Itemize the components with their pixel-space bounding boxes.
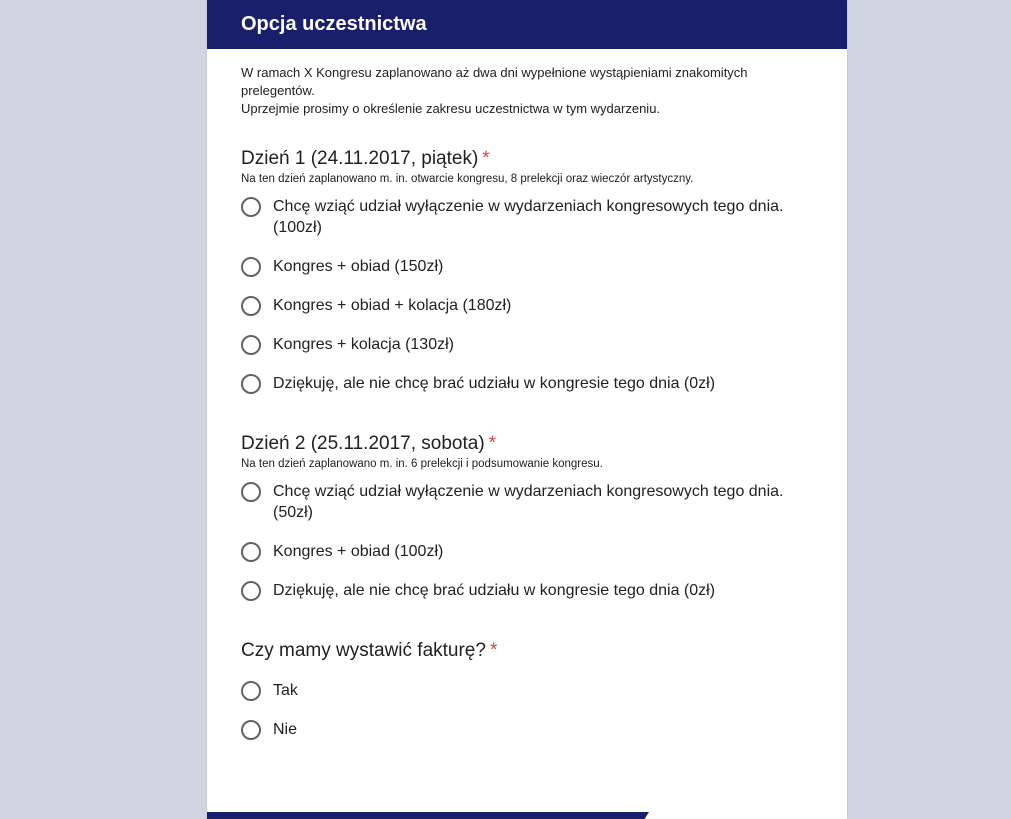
section-description	[241, 64, 813, 118]
radio-group	[241, 680, 813, 740]
radio-option-label: Chcę wziąć udział wyłączenie w wydarzeniach kongresowych tego dnia. (100zł)	[273, 198, 784, 236]
required-asterisk: *	[482, 148, 490, 169]
radio-option-label: Dziękuję, ale nie chcę brać udziału w kongresie tego dnia (0zł)	[273, 375, 716, 392]
radio-option-label: Dziękuję, ale nie chcę brać udziału w kongresie tego dnia (0zł)	[273, 582, 716, 599]
question-title	[241, 432, 813, 456]
question-description: Na ten dzień zaplanowano m. in. otwarcie kongresu, 8 prelekcji oraz wieczór artystyczny.	[241, 173, 694, 185]
radio-option[interactable]	[241, 295, 813, 316]
required-asterisk: *	[488, 433, 497, 454]
question-title	[241, 639, 813, 663]
radio-button[interactable]	[241, 581, 261, 601]
radio-option-label: Kongres + obiad (100zł)	[273, 543, 444, 560]
question-title	[241, 147, 813, 171]
form-card	[207, 0, 847, 819]
radio-option-label: Chcę wziąć udział wyłączenie w wydarzeniach kongresowych tego dnia. (50zł)	[273, 483, 784, 521]
radio-option-label: Kongres + kolacja (130zł)	[273, 336, 454, 353]
radio-option[interactable]	[241, 481, 813, 523]
radio-button[interactable]	[241, 482, 261, 502]
question-description: Na ten dzień zaplanowano m. in. 6 prelekcji i podsumowanie kongresu.	[241, 458, 603, 470]
radio-option-label: Kongres + obiad + kolacja (180zł)	[273, 297, 512, 314]
radio-button[interactable]	[241, 542, 261, 562]
radio-option[interactable]	[241, 256, 813, 277]
radio-option[interactable]	[241, 541, 813, 562]
required-asterisk: *	[489, 640, 498, 661]
radio-button[interactable]	[241, 335, 261, 355]
question-day-2	[241, 432, 813, 601]
radio-button[interactable]	[241, 257, 261, 277]
section-description-line: Uprzejmie prosimy o określenie zakresu uczestnictwa w tym wydarzeniu.	[241, 101, 661, 116]
question-day-1	[241, 147, 813, 394]
question-title-text: Dzień 1 (24.11.2017, piątek)	[241, 148, 479, 169]
radio-option-label: Kongres + obiad (150zł)	[273, 258, 444, 275]
next-section-header-bar	[207, 812, 649, 819]
radio-group	[241, 481, 813, 601]
radio-option[interactable]	[241, 580, 813, 601]
question-invoice	[241, 639, 813, 740]
radio-button[interactable]	[241, 720, 261, 740]
section-title: Opcja uczestnictwa	[241, 13, 427, 35]
section-header	[207, 0, 847, 49]
radio-option[interactable]	[241, 196, 813, 238]
radio-button[interactable]	[241, 197, 261, 217]
radio-option-label: Tak	[273, 682, 298, 699]
section-description-line: W ramach X Kongresu zaplanowano aż dwa dni wypełnione wystąpieniami znakomitych prelegentów.	[241, 65, 748, 98]
radio-button[interactable]	[241, 296, 261, 316]
radio-option[interactable]	[241, 373, 813, 394]
radio-button[interactable]	[241, 374, 261, 394]
question-title-text: Czy mamy wystawić fakturę?	[241, 640, 486, 661]
radio-button[interactable]	[241, 681, 261, 701]
radio-option[interactable]	[241, 680, 813, 701]
question-title-text: Dzień 2 (25.11.2017, sobota)	[241, 433, 485, 454]
radio-option[interactable]	[241, 719, 813, 740]
radio-option[interactable]	[241, 334, 813, 355]
radio-option-label: Nie	[273, 721, 298, 738]
radio-group	[241, 196, 813, 394]
